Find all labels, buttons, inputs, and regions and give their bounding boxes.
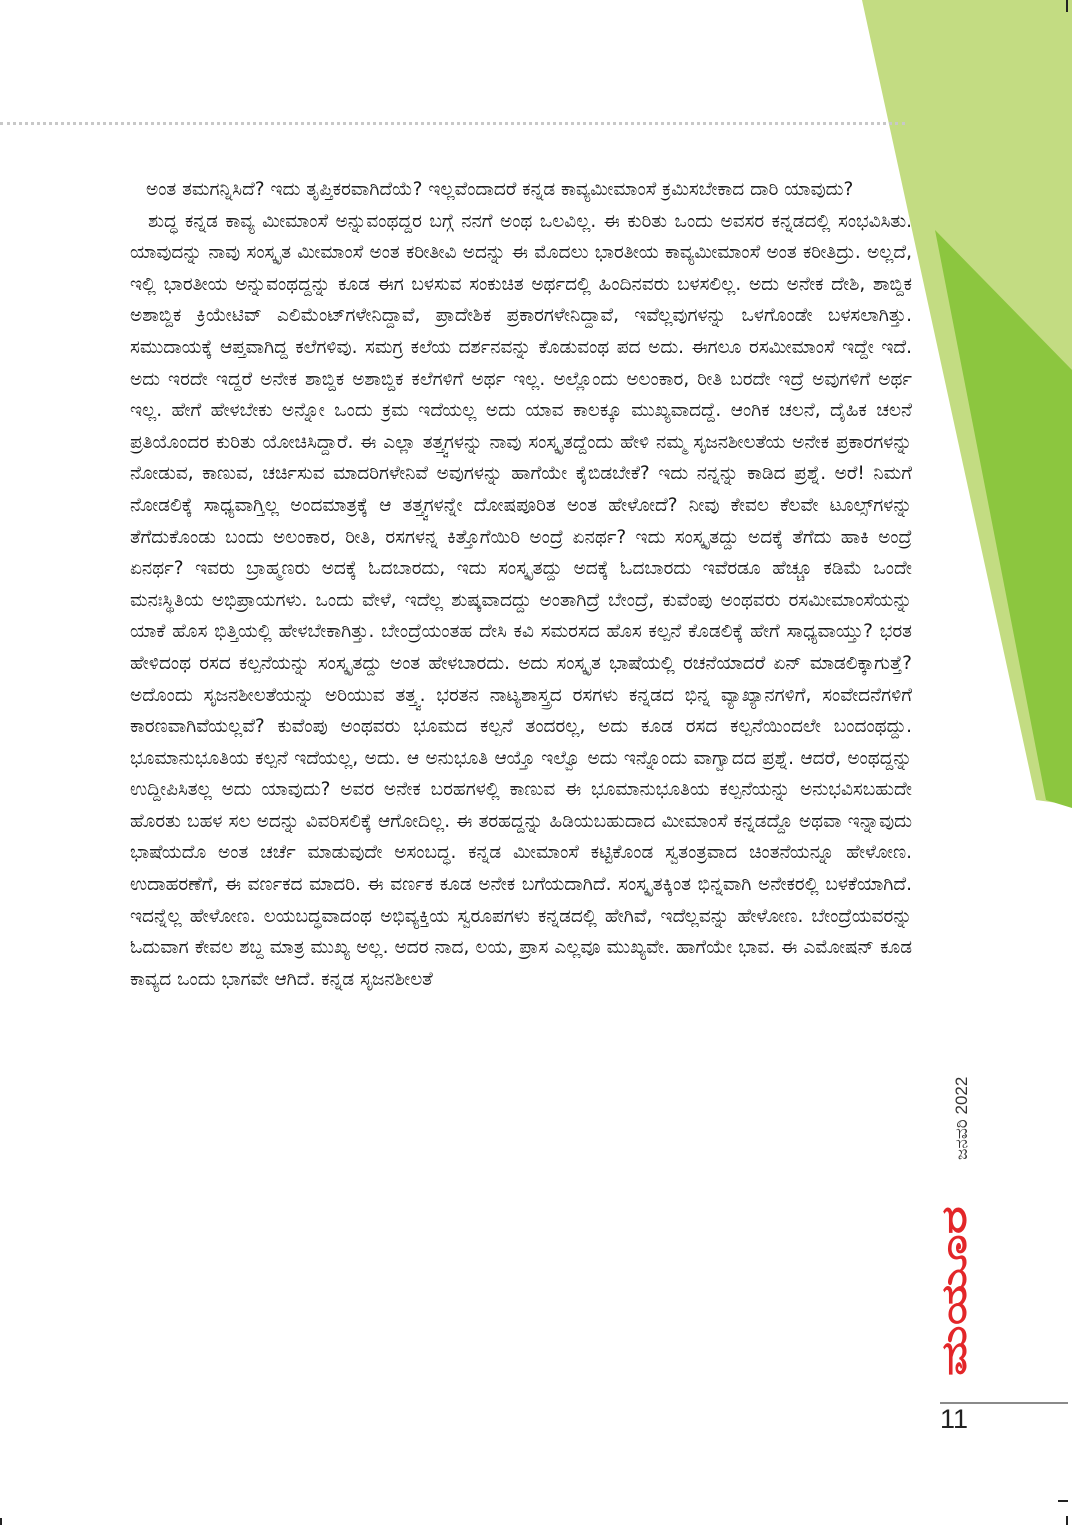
article-paragraph-2: ಶುದ್ಧ ಕನ್ನಡ ಕಾವ್ಯ ಮೀಮಾಂಸೆ ಅನ್ನುವಂಥದ್ದರ ಬಗ್ಗೆ ನನಗೆ ಅಂಥ ಒಲವಿಲ್ಲ. ಈ ಕುರಿತು ಒಂದು ಅವಸರ ಕನ್ನಡದಲ್ಲಿ ಸಂಭವಿಸಿತು. ಯಾವುದನ್ನು ನಾವು ಸಂಸ್ಕೃತ ಮೀಮಾಂಸೆ ಅಂತ ಕರೀತೀವಿ ಅದನ್ನು ಈ ಮೊದಲು ಭಾರತೀಯ ಕಾವ್ಯಮೀಮಾಂಸೆ ಅಂತ ಕರೀತಿದ್ರು. ಅಲ್ಲದೆ, ಇಲ್ಲಿ ಭಾರತೀಯ ಅನ್ನುವಂಥದ್ದನ್ನು ಕೂಡ ಈಗ ಬಳಸುವ ಸಂಕುಚಿತ ಅರ್ಥದಲ್ಲಿ ಹಿಂದಿನವರು ಬಳಸಲಿಲ್ಲ. ಅದು ಅನೇಕ ದೇಶಿ, ಶಾಬ್ದಿಕ ಅಶಾಬ್ದಿಕ ಕ್ರಿಯೇಟಿವ್ ಎಲಿಮೆಂಟ್‌ಗಳೇನಿದ್ದಾವೆ, ಪ್ರಾದೇಶಿಕ ಪ್ರಕಾರಗಳೇನಿದ್ದಾವೆ, ಇವೆಲ್ಲವುಗಳನ್ನು ಒಳಗೊಂಡೇ ಬಳಸಲಾಗಿತ್ತು. ಸಮುದಾಯಕ್ಕೆ ಆಪ್ತವಾಗಿದ್ದ ಕಲೆಗಳಿವು. ಸಮಗ್ರ ಕಲೆಯ ದರ್ಶನವನ್ನು ಕೊಡುವಂಥ ಪದ ಅದು. ಈಗಲೂ ರಸಮೀಮಾಂಸೆ ಇದ್ದೇ ಇದೆ. ಅದು ಇರದೇ ಇದ್ದರೆ ಅನೇಕ ಶಾಬ್ದಿಕ ಅಶಾಬ್ದಿಕ ಕಲೆಗಳಿಗೆ ಅರ್ಥ ಇಲ್ಲ. ಅಲ್ಲೊಂದು ಅಲಂಕಾರ, ರೀತಿ ಬರದೇ ಇದ್ರೆ ಅವುಗಳಿಗೆ ಅರ್ಥ ಇಲ್ಲ. ಹೇಗೆ ಹೇಳಬೇಕು ಅನ್ನೋ ಒಂದು ಕ್ರಮ ಇದೆಯಲ್ಲ ಅದು ಯಾವ ಕಾಲಕ್ಕೂ ಮುಖ್ಯವಾದದ್ದೆ. ಆಂಗಿಕ ಚಲನೆ, ದೈಹಿಕ ಚಲನೆ ಪ್ರತಿಯೊಂದರ ಕುರಿತು ಯೋಚಿಸಿದ್ದಾರೆ. ಈ ಎಲ್ಲಾ ತತ್ತ್ವಗಳನ್ನು ನಾವು ಸಂಸ್ಕೃತದ್ದೆಂದು ಹೇಳಿ ನಮ್ಮ ಸೃಜನಶೀಲತೆಯ ಅನೇಕ ಪ್ರಕಾರಗಳನ್ನು ನೋಡುವ, ಕಾಣುವ, ಚರ್ಚಿಸುವ ಮಾದರಿಗಳೇನಿವೆ ಅವುಗಳನ್ನು ಹಾಗೆಯೇ ಕೈಬಿಡಬೇಕೆ? ಇದು ನನ್ನನ್ನು ಕಾಡಿದ ಪ್ರಶ್ನೆ. ಅರೆ! ನಿಮಗೆ ನೋಡಲಿಕ್ಕೆ ಸಾಧ್ಯವಾಗ್ತಿಲ್ಲ ಅಂದಮಾತ್ರಕ್ಕೆ ಆ ತತ್ತ್ವಗಳನ್ನೇ ದೋಷಪೂರಿತ ಅಂತ ಹೇಳೋದೆ? ನೀವು ಕೇವಲ ಕೆಲವೇ ಟೂಲ್ಸ್‌ಗಳನ್ನು ತೆಗೆದುಕೊಂಡು ಬಂದು ಅಲಂಕಾರ, ರೀತಿ, ರಸಗಳನ್ನ ಕಿತ್ತೊಗೆಯಿರಿ ಅಂದ್ರೆ ಏನರ್ಥ? ಇದು ಸಂಸ್ಕೃತದ್ದು ಅದಕ್ಕೆ ತೆಗೆದು ಹಾಕಿ ಅಂದ್ರೆ ಏನರ್ಥ? ಇವರು ಬ್ರಾಹ್ಮಣರು ಅದಕ್ಕೆ ಓದಬಾರದು, ಇದು ಸಂಸ್ಕೃತದ್ದು ಅದಕ್ಕೆ ಓದಬಾರದು ಇವೆರಡೂ ಹೆಚ್ಚೂ ಕಡಿಮೆ ಒಂದೇ ಮನಃಸ್ಥಿತಿಯ ಅಭಿಪ್ರಾಯಗಳು. ಒಂದು ವೇಳೆ, ಇದೆಲ್ಲ ಶುಷ್ಕವಾದದ್ದು ಅಂತಾಗಿದ್ರೆ ಬೇಂದ್ರೆ, ಕುವೆಂಪು ಅಂಥವರು ರಸಮೀಮಾಂಸೆಯನ್ನು ಯಾಕೆ ಹೊಸ ಭಿತ್ತಿಯಲ್ಲಿ ಹೇಳಬೇಕಾಗಿತ್ತು. ಬೇಂದ್ರೆಯಂತಹ ದೇಸಿ ಕವಿ ಸಮರಸದ ಹೊಸ ಕಲ್ಪನೆ ಕೊಡಲಿಕ್ಕೆ ಹೇಗೆ ಸಾಧ್ಯವಾಯ್ತು? ಭರತ ಹೇಳಿದಂಥ ರಸದ ಕಲ್ಪನೆಯನ್ನು ಸಂಸ್ಕೃತದ್ದು ಅಂತ ಹೇಳಬಾರದು. ಅದು ಸಂಸ್ಕೃತ ಭಾಷೆಯಲ್ಲಿ ರಚನೆಯಾದರೆ ಏನ್ ಮಾಡಲಿಕ್ಕಾಗುತ್ತೆ? ಅದೊಂದು ಸೃಜನಶೀಲತೆಯನ್ನು ಅರಿಯುವ ತತ್ತ್ವ. ಭರತನ ನಾಟ್ಯಶಾಸ್ತ್ರದ ರಸಗಳು ಕನ್ನಡದ ಭಿನ್ನ ವ್ಯಾಖ್ಯಾನಗಳಿಗೆ, ಸಂವೇದನೆಗಳಿಗೆ ಕಾರಣವಾಗಿವೆಯಲ್ಲವೆ? ಕುವೆಂಪು ಅಂಥವರು ಭೂಮದ ಕಲ್ಪನೆ ತಂದರಲ್ಲ, ಅದು ಕೂಡ ರಸದ ಕಲ್ಪನೆಯಿಂದಲೇ ಬಂದಂಥದ್ದು. ಭೂಮಾನುಭೂತಿಯ ಕಲ್ಪನೆ ಇದೆಯಲ್ಲ, ಅದು. ಆ ಅನುಭೂತಿ ಆಯ್ತೊ ಇಲ್ವೊ ಅದು ಇನ್ನೊಂದು ವಾಗ್ವಾದದ ಪ್ರಶ್ನೆ. ಆದರೆ, ಅಂಥದ್ದನ್ನು ಉದ್ದೀಪಿಸಿತಲ್ಲ ಅದು ಯಾವುದು? ಅವರ ಅನೇಕ ಬರಹಗಳಲ್ಲಿ ಕಾಣುವ ಈ ಭೂಮಾನುಭೂತಿಯ ಕಲ್ಪನೆಯನ್ನು ಅನುಭವಿಸಬಹುದೇ ಹೊರತು ಬಹಳ ಸಲ ಅದನ್ನು ವಿವರಿಸಲಿಕ್ಕೆ ಆಗೋದಿಲ್ಲ. ಈ ತರಹದ್ದನ್ನು ಹಿಡಿಯಬಹುದಾದ ಮೀಮಾಂಸೆ ಕನ್ನಡದ್ದೊ ಅಥವಾ ಇನ್ನಾವುದು ಭಾಷೆಯದೊ ಅಂತ ಚರ್ಚೆ ಮಾಡುವುದೇ ಅಸಂಬದ್ಧ. ಕನ್ನಡ ಮೀಮಾಂಸೆ ಕಟ್ಟಿಕೊಂಡ ಸ್ವತಂತ್ರವಾದ ಚಿಂತನೆಯನ್ನೂ ಹೇಳೋಣ. ಉದಾಹರಣೆಗೆ, ಈ ವರ್ಣಕದ ಮಾದರಿ. ಈ ವರ್ಣಕ ಕೂಡ ಅನೇಕ ಬಗೆಯದಾಗಿದೆ. ಸಂಸ್ಕೃತಕ್ಕಿಂತ ಭಿನ್ನವಾಗಿ ಅನೇಕರಲ್ಲಿ ಬಳಕೆಯಾಗಿದೆ. ಇದನ್ನೆಲ್ಲ ಹೇಳೋಣ. ಲಯಬದ್ಧವಾದಂಥ ಅಭಿವ್ಯಕ್ತಿಯ ಸ್ವರೂಪಗಳು ಕನ್ನಡದಲ್ಲಿ ಹೇಗಿವೆ, ಇದೆಲ್ಲವನ್ನು ಹೇಳೋಣ. ಬೇಂದ್ರೆಯವರನ್ನು ಓದುವಾಗ ಕೇವಲ ಶಬ್ದ ಮಾತ್ರ ಮುಖ್ಯ ಅಲ್ಲ. ಅದರ ನಾದ, ಲಯ, ಪ್ರಾಸ ಎಲ್ಲವೂ ಮುಖ್ಯವೇ. ಹಾಗೆಯೇ ಭಾವ. ಈ ಎಮೋಷನ್ ಕೂಡ ಕಾವ್ಯದ ಒಂದು ಭಾಗವೇ ಆಗಿದೆ. ಕನ್ನಡ ಸೃಜನಶೀಲತೆ <box>130 210 912 990</box>
header-dotted-divider <box>0 122 905 125</box>
crop-mark-bottom-left <box>0 1518 2 1525</box>
article-body <box>130 174 912 995</box>
magazine-logo-text: ಮಯೂರ <box>935 1267 975 1376</box>
crop-mark-bottom-right-v <box>1066 1516 1068 1525</box>
crop-mark-bottom-right-h <box>1058 1500 1068 1502</box>
magazine-logo <box>935 1200 975 1380</box>
article-paragraph-1: ಅಂತ ತಮಗನ್ನಿಸಿದೆ? ಇದು ತೃಪ್ತಿಕರವಾಗಿದೆಯೆ? ಇಲ್ಲವೆಂದಾದರೆ ಕನ್ನಡ ಕಾವ್ಯಮೀಮಾಂಸೆ ಕ್ರಮಿಸಬೇಕಾದ ದಾರಿ ಯಾವುದು? <box>146 179 854 200</box>
page-number: 11 <box>940 1404 969 1434</box>
issue-date: ಜನವರಿ 2022 <box>952 1076 971 1160</box>
crop-mark-top-right <box>1066 0 1068 12</box>
